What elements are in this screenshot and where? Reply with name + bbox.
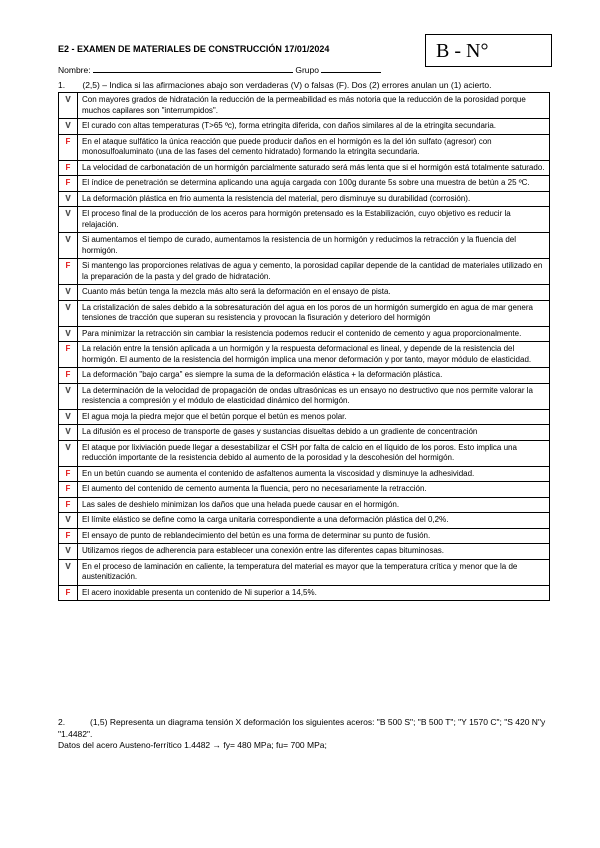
question-2 (58, 717, 548, 752)
question-2-data-line: Datos del acero Austeno-ferrítico 1.4482 → fy= 480 MPa; fu= 700 MPa; (58, 740, 327, 750)
answer-mark[interactable]: F (59, 368, 78, 384)
statement-row (59, 383, 550, 409)
statement-row (59, 191, 550, 207)
statement-text: El aumento del contenido de cemento aumenta la fluencia, pero no necesariamente la retracción. (78, 482, 550, 498)
statement-row (59, 497, 550, 513)
statement-text: El límite elástico se define como la carga unitaria correspondiente a una deformación plástica del 0,2%. (78, 513, 550, 529)
answer-mark[interactable]: V (59, 383, 78, 409)
answer-mark[interactable]: V (59, 544, 78, 560)
statement-row (59, 233, 550, 259)
statement-text: El ataque por lixiviación puede llegar a desestabilizar el CSH por falta de calcio en el líquido de los poros. Esto implica una reducción importante de la resistencia debido al aumento de la porosidad y la descohesión del hormigón. (78, 440, 550, 466)
statement-row (59, 134, 550, 160)
answer-mark[interactable]: V (59, 326, 78, 342)
statement-text: La deformación "bajo carga" es siempre la suma de la deformación elástica + la deformación plástica. (78, 368, 550, 384)
question-1-instruction: (2,5) – Indica si las afirmaciones abajo son verdaderas (V) o falsas (F). Dos (2) errores anulan un (1) acierto. (82, 80, 492, 90)
answer-mark[interactable]: F (59, 466, 78, 482)
statement-row (59, 119, 550, 135)
statement-row (59, 466, 550, 482)
statement-text: La relación entre la tensión aplicada a un hormigón y la respuesta deformacional es lineal, y depende de la resistencia del hormigón. El aumento de la resistencia del hormigón implica una menor deformación y por tanto, mayor módulo de elasticidad. (78, 342, 550, 368)
statement-row (59, 368, 550, 384)
statement-row (59, 544, 550, 560)
statement-text: La difusión es el proceso de transporte de gases y sustancias disueltas debido a un gradiente de concentración (78, 425, 550, 441)
statement-row (59, 440, 550, 466)
statement-row (59, 409, 550, 425)
true-false-table (58, 92, 550, 601)
answer-mark[interactable]: F (59, 482, 78, 498)
name-line (58, 63, 418, 75)
answer-mark[interactable]: F (59, 585, 78, 601)
answer-mark[interactable]: F (59, 160, 78, 176)
statement-row (59, 559, 550, 585)
statement-row (59, 342, 550, 368)
question-1-number: 1. (58, 80, 66, 90)
statement-text: La velocidad de carbonatación de un hormigón parcialmente saturado será más lenta que si el hormigón está totalmente saturado. (78, 160, 550, 176)
statement-text: Utilizamos riegos de adherencia para establecer una conexión entre las diferentes capas bituminosas. (78, 544, 550, 560)
statement-text: En el proceso de laminación en caliente, la temperatura del material es mayor que la temperatura crítica y menor que la de austenitización. (78, 559, 550, 585)
statement-text: El índice de penetración se determina aplicando una aguja cargada con 100g durante 5s sobre una muestra de betún a 25 ºC. (78, 176, 550, 192)
statement-row (59, 482, 550, 498)
statement-row (59, 513, 550, 529)
statement-row (59, 176, 550, 192)
answer-mark[interactable]: V (59, 513, 78, 529)
statement-text: La deformación plástica en frio aumenta la resistencia del material, pero disminuye su durabilidad (corrosión). (78, 191, 550, 207)
answer-mark[interactable]: V (59, 300, 78, 326)
statement-text: Si aumentamos el tiempo de curado, aumentamos la resistencia de un hormigón y reducimos la retracción y la fluencia del hormigón. (78, 233, 550, 259)
answer-mark[interactable]: F (59, 176, 78, 192)
statement-row (59, 93, 550, 119)
answer-mark[interactable]: F (59, 134, 78, 160)
answer-mark[interactable]: V (59, 425, 78, 441)
statement-row (59, 285, 550, 301)
question-2-number: 2. (58, 717, 66, 727)
answer-mark[interactable]: F (59, 497, 78, 513)
statement-row (59, 207, 550, 233)
statement-row (59, 528, 550, 544)
statement-text: El acero inoxidable presenta un contenido de Ni superior a 14,5%. (78, 585, 550, 601)
statement-row (59, 160, 550, 176)
statement-text: En un betún cuando se aumenta el contenido de asfaltenos aumenta la viscosidad y disminuye la adhesividad. (78, 466, 550, 482)
statement-row (59, 300, 550, 326)
grupo-label: Grupo (295, 65, 319, 75)
statement-text: En el ataque sulfático la única reacción que puede producir daños en el hormigón es la del ión sulfato (agresor) con monosulfoaluminato (una de las fases del cemento hidratado) formando la etringita secundaria. (78, 134, 550, 160)
statement-text: Para minimizar la retracción sin cambiar la resistencia podemos reducir el contenido de cemento y agua proporcionalmente. (78, 326, 550, 342)
nombre-label: Nombre: (58, 65, 91, 75)
statement-row (59, 425, 550, 441)
answer-mark[interactable]: V (59, 119, 78, 135)
statement-text: El curado con altas temperaturas (T>65 ºc), forma etringita diferida, con daños similares al de la etringita secundaria. (78, 119, 550, 135)
answer-mark[interactable]: V (59, 207, 78, 233)
nombre-blank[interactable] (93, 63, 293, 73)
statement-text: Las sales de deshielo minimizan los daños que una helada puede causar en el hormigón. (78, 497, 550, 513)
question-1-header (58, 80, 492, 90)
statement-text: El proceso final de la producción de los aceros para hormigón pretensado es la Estabilización, cuyo objetivo es reducir la relajación. (78, 207, 550, 233)
answer-mark[interactable]: V (59, 409, 78, 425)
statement-text: Si mantengo las proporciones relativas de agua y cemento, la porosidad capilar depende de la cantidad de materiales utilizado en la preparación de la pasta y del grado de hidratación. (78, 259, 550, 285)
answer-mark[interactable]: V (59, 191, 78, 207)
answer-mark[interactable]: V (59, 440, 78, 466)
statement-row (59, 585, 550, 601)
statement-text: Cuanto más betún tenga la mezcla más alto será la deformación en el ensayo de pista. (78, 285, 550, 301)
statement-text: Con mayores grados de hidratación la reducción de la permeabilidad es más notoria que la reducción de la porosidad porque muchos capilares son "interrumpidos". (78, 93, 550, 119)
statement-text: La cristalización de sales debido a la sobresaturación del agua en los poros de un hormigón sumergido en agua de mar genera tensiones de tracción que superan su resistencia y provocan la fisuración y deterioro del hormigón (78, 300, 550, 326)
statement-text: El ensayo de punto de reblandecimiento del betún es una forma de determinar su punto de fusión. (78, 528, 550, 544)
exam-code-box: B - N° (425, 34, 552, 67)
grupo-blank[interactable] (321, 63, 381, 73)
answer-mark[interactable]: F (59, 528, 78, 544)
exam-title: E2 - EXAMEN DE MATERIALES DE CONSTRUCCIÓN 17/01/2024 (58, 44, 330, 54)
answer-mark[interactable]: V (59, 93, 78, 119)
statement-text: El agua moja la piedra mejor que el betún porque el betún es menos polar. (78, 409, 550, 425)
answer-mark[interactable]: V (59, 559, 78, 585)
answer-mark[interactable]: V (59, 285, 78, 301)
answer-mark[interactable]: F (59, 259, 78, 285)
statement-row (59, 259, 550, 285)
answer-mark[interactable]: V (59, 233, 78, 259)
question-2-text: (1,5) Representa un diagrama tensión X deformación los siguientes aceros: "B 500 S"; "B 500 T"; "Y 1570 C"; "S 420 N"y "1.4482". (58, 717, 546, 739)
statement-text: La determinación de la velocidad de propagación de ondas ultrasónicas es un ensayo no destructivo que nos permite valorar la resistencia a compresión y el módulo de elasticidad dinámico del hormigón. (78, 383, 550, 409)
statement-row (59, 326, 550, 342)
answer-mark[interactable]: F (59, 342, 78, 368)
